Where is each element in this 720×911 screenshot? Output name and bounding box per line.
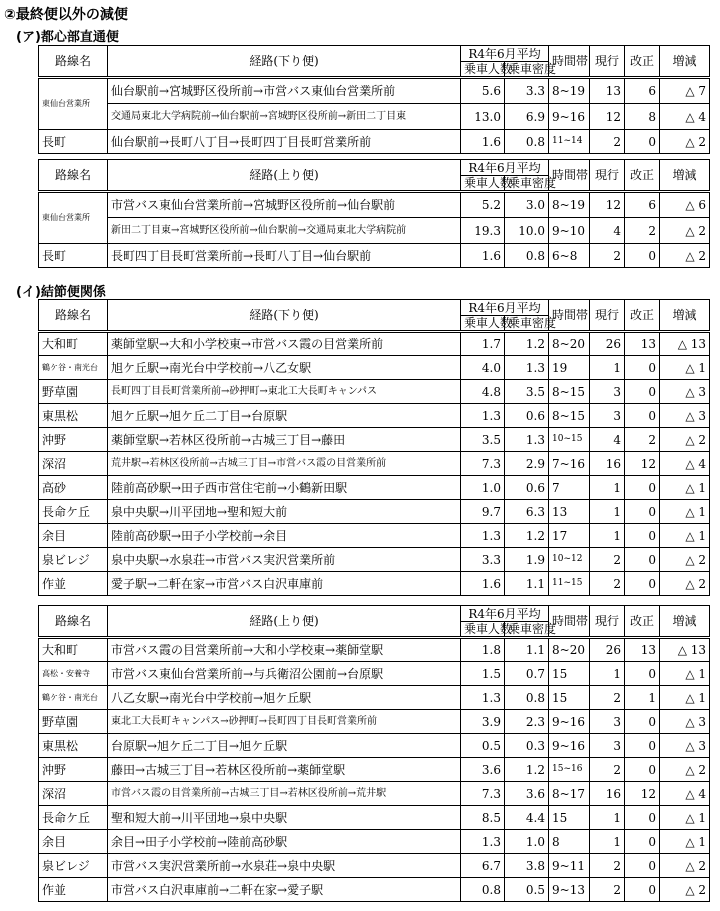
header-revised: 改正 <box>625 300 660 332</box>
cell-line-name: 深沼 <box>39 782 108 806</box>
cell-time: 17 <box>549 524 590 548</box>
cell-line-name: 鶴ケ谷・南光台 <box>39 356 108 380</box>
cell-riders: 1.3 <box>461 524 505 548</box>
cell-time: 7~16 <box>549 452 590 476</box>
cell-riders: 7.3 <box>461 452 505 476</box>
cell-riders: 8.5 <box>461 806 505 830</box>
table-row <box>39 734 710 758</box>
cell-current: 2 <box>590 548 625 572</box>
cell-change: △ 1 <box>660 500 710 524</box>
table-direct-down <box>38 45 710 154</box>
cell-revised: 0 <box>625 758 660 782</box>
cell-line-name: 大和町 <box>39 332 108 356</box>
cell-route: 泉中央駅→水泉荘→市営バス実沢営業所前 <box>108 548 461 572</box>
cell-revised: 0 <box>625 380 660 404</box>
cell-density: 4.4 <box>505 806 549 830</box>
table-row <box>39 638 710 662</box>
cell-density: 0.8 <box>505 686 549 710</box>
cell-revised: 0 <box>625 244 660 268</box>
cell-riders: 1.5 <box>461 662 505 686</box>
cell-line-name: 泉ビレジ <box>39 854 108 878</box>
cell-revised: 6 <box>625 78 660 104</box>
cell-change: △ 2 <box>660 854 710 878</box>
cell-current: 2 <box>590 878 625 902</box>
table-row <box>39 104 710 130</box>
table-connection-up <box>38 605 710 902</box>
cell-current: 12 <box>590 104 625 130</box>
cell-route: 藤田→古城三丁目→若林区役所前→薬師堂駅 <box>108 758 461 782</box>
cell-revised: 0 <box>625 572 660 596</box>
cell-time: 8~15 <box>549 380 590 404</box>
cell-route: 仙台駅前→宮城野区役所前→市営バス東仙台営業所前 <box>108 78 461 104</box>
cell-route: 荒井駅→若林区役所前→古城三丁目→市営バス霞の目営業所前 <box>108 452 461 476</box>
cell-riders: 1.3 <box>461 404 505 428</box>
cell-current: 4 <box>590 218 625 244</box>
cell-change: △ 1 <box>660 476 710 500</box>
cell-revised: 0 <box>625 734 660 758</box>
cell-change: △ 2 <box>660 130 710 154</box>
cell-route: 聖和短大前→川平団地→泉中央駅 <box>108 806 461 830</box>
cell-line-name: 東黒松 <box>39 734 108 758</box>
cell-route: 陸前高砂駅→田子小学校前→余目 <box>108 524 461 548</box>
cell-line-name: 作並 <box>39 878 108 902</box>
cell-line-name: 長命ケ丘 <box>39 500 108 524</box>
cell-time: 9~16 <box>549 734 590 758</box>
cell-current: 4 <box>590 428 625 452</box>
cell-density: 1.9 <box>505 548 549 572</box>
cell-route: 旭ケ丘駅→旭ケ丘二丁目→台原駅 <box>108 404 461 428</box>
table-row <box>39 782 710 806</box>
cell-current: 3 <box>590 404 625 428</box>
cell-line-name: 野草園 <box>39 380 108 404</box>
cell-change: △ 13 <box>660 638 710 662</box>
cell-time: 9~11 <box>549 854 590 878</box>
table-row <box>39 806 710 830</box>
cell-route: 旭ケ丘駅→南光台中学校前→八乙女駅 <box>108 356 461 380</box>
cell-revised: 0 <box>625 806 660 830</box>
cell-density: 2.9 <box>505 452 549 476</box>
header-current: 現行 <box>590 160 625 192</box>
table-row <box>39 404 710 428</box>
cell-revised: 1 <box>625 686 660 710</box>
cell-line-name: 長町 <box>39 130 108 154</box>
cell-riders: 1.3 <box>461 830 505 854</box>
cell-time: 8~17 <box>549 782 590 806</box>
header-time: 時間帯 <box>549 606 590 638</box>
cell-line-name: 泉ビレジ <box>39 548 108 572</box>
cell-route: 仙台駅前→長町八丁目→長町四丁目長町営業所前 <box>108 130 461 154</box>
cell-route: 泉中央駅→川平団地→聖和短大前 <box>108 500 461 524</box>
cell-change: △ 2 <box>660 878 710 902</box>
header-density: 乗車密度 <box>505 622 549 638</box>
cell-riders: 3.5 <box>461 428 505 452</box>
table-row <box>39 662 710 686</box>
cell-line-name: 東黒松 <box>39 404 108 428</box>
cell-density: 6.3 <box>505 500 549 524</box>
cell-change: △ 1 <box>660 686 710 710</box>
cell-route: 陸前高砂駅→田子西市営住宅前→小鶴新田駅 <box>108 476 461 500</box>
cell-line-name: 高松・安養寺 <box>39 662 108 686</box>
cell-current: 12 <box>590 192 625 218</box>
cell-time: 15~16 <box>549 758 590 782</box>
header-avg: R4年6月平均 <box>461 606 549 622</box>
cell-time: 19 <box>549 356 590 380</box>
cell-current: 16 <box>590 782 625 806</box>
table-row <box>39 758 710 782</box>
cell-line-name: 作並 <box>39 572 108 596</box>
header-change: 増減 <box>660 46 710 78</box>
table-row <box>39 452 710 476</box>
header-line-name: 路線名 <box>39 160 108 192</box>
cell-current: 1 <box>590 662 625 686</box>
cell-change: △ 6 <box>660 192 710 218</box>
cell-density: 10.0 <box>505 218 549 244</box>
cell-change: △ 1 <box>660 806 710 830</box>
table-row <box>39 218 710 244</box>
cell-line-name: 深沼 <box>39 452 108 476</box>
cell-route: 新田二丁目東→宮城野区役所前→仙台駅前→交通局東北大学病院前 <box>108 218 461 244</box>
header-line-name: 路線名 <box>39 300 108 332</box>
cell-current: 26 <box>590 638 625 662</box>
cell-time: 9~10 <box>549 218 590 244</box>
cell-current: 3 <box>590 380 625 404</box>
header-avg: R4年6月平均 <box>461 160 549 176</box>
cell-line-name: 沖野 <box>39 758 108 782</box>
table-row <box>39 710 710 734</box>
cell-revised: 12 <box>625 782 660 806</box>
table-row <box>39 686 710 710</box>
cell-revised: 6 <box>625 192 660 218</box>
cell-current: 2 <box>590 130 625 154</box>
cell-change: △ 1 <box>660 524 710 548</box>
cell-route: 薬師堂駅→若林区役所前→古城三丁目→藤田 <box>108 428 461 452</box>
cell-change: △ 3 <box>660 734 710 758</box>
cell-route: 交通局東北大学病院前→仙台駅前→宮城野区役所前→新田二丁目東 <box>108 104 461 130</box>
table-row <box>39 524 710 548</box>
table-row <box>39 572 710 596</box>
cell-route: 東北工大長町キャンパス→砂押町→長町四丁目長町営業所前 <box>108 710 461 734</box>
table-row <box>39 428 710 452</box>
cell-density: 1.3 <box>505 428 549 452</box>
header-riders: 乗車人数 <box>461 62 505 78</box>
cell-revised: 13 <box>625 638 660 662</box>
cell-riders: 1.7 <box>461 332 505 356</box>
cell-route: 長町四丁目長町営業所前→長町八丁目→仙台駅前 <box>108 244 461 268</box>
cell-revised: 12 <box>625 452 660 476</box>
cell-revised: 0 <box>625 854 660 878</box>
cell-time: 11~14 <box>549 130 590 154</box>
table-row <box>39 78 710 104</box>
cell-density: 1.1 <box>505 638 549 662</box>
header-time: 時間帯 <box>549 300 590 332</box>
header-density: 乗車密度 <box>505 316 549 332</box>
cell-route: 市営バス白沢車庫前→二軒在家→愛子駅 <box>108 878 461 902</box>
header-density: 乗車密度 <box>505 62 549 78</box>
cell-route: 長町四丁目長町営業所前→砂押町→東北工大長町キャンパス <box>108 380 461 404</box>
cell-time: 10~12 <box>549 548 590 572</box>
cell-change: △ 3 <box>660 710 710 734</box>
cell-riders: 1.0 <box>461 476 505 500</box>
cell-density: 1.0 <box>505 830 549 854</box>
cell-change: △ 3 <box>660 404 710 428</box>
cell-riders: 3.9 <box>461 710 505 734</box>
cell-time: 11~15 <box>549 572 590 596</box>
cell-revised: 0 <box>625 404 660 428</box>
cell-current: 2 <box>590 572 625 596</box>
cell-line-name: 東仙台営業所 <box>39 78 108 130</box>
cell-line-name: 長命ケ丘 <box>39 806 108 830</box>
cell-change: △ 2 <box>660 548 710 572</box>
cell-current: 2 <box>590 244 625 268</box>
cell-change: △ 4 <box>660 782 710 806</box>
cell-line-name: 余目 <box>39 524 108 548</box>
header-current: 現行 <box>590 300 625 332</box>
cell-riders: 1.8 <box>461 638 505 662</box>
cell-riders: 3.6 <box>461 758 505 782</box>
cell-time: 8~20 <box>549 332 590 356</box>
cell-density: 3.8 <box>505 854 549 878</box>
cell-line-name: 野草園 <box>39 710 108 734</box>
cell-time: 8 <box>549 830 590 854</box>
cell-time: 8~15 <box>549 404 590 428</box>
header-avg: R4年6月平均 <box>461 46 549 62</box>
cell-time: 8~19 <box>549 192 590 218</box>
cell-riders: 5.2 <box>461 192 505 218</box>
cell-riders: 0.5 <box>461 734 505 758</box>
cell-density: 1.2 <box>505 524 549 548</box>
table-row <box>39 500 710 524</box>
cell-riders: 7.3 <box>461 782 505 806</box>
table-row <box>39 476 710 500</box>
table-row <box>39 878 710 902</box>
cell-line-name: 余目 <box>39 830 108 854</box>
cell-change: △ 2 <box>660 428 710 452</box>
header-riders: 乗車人数 <box>461 176 505 192</box>
cell-route: 市営バス霞の目営業所前→古城三丁目→若林区役所前→荒井駅 <box>108 782 461 806</box>
cell-density: 1.2 <box>505 758 549 782</box>
cell-change: △ 1 <box>660 356 710 380</box>
table-row <box>39 192 710 218</box>
cell-current: 2 <box>590 686 625 710</box>
cell-density: 0.3 <box>505 734 549 758</box>
header-route: 経路(上り便) <box>108 160 461 192</box>
section-title-direct: (ア)都心部直通便 <box>16 30 119 45</box>
cell-revised: 0 <box>625 130 660 154</box>
header-riders: 乗車人数 <box>461 622 505 638</box>
header-riders: 乗車人数 <box>461 316 505 332</box>
cell-change: △ 1 <box>660 830 710 854</box>
cell-route: 市営バス東仙台営業所前→宮城野区役所前→仙台駅前 <box>108 192 461 218</box>
cell-change: △ 1 <box>660 662 710 686</box>
cell-revised: 0 <box>625 548 660 572</box>
table-row <box>39 830 710 854</box>
cell-route: 余目→田子小学校前→陸前高砂駅 <box>108 830 461 854</box>
header-time: 時間帯 <box>549 160 590 192</box>
cell-riders: 6.7 <box>461 854 505 878</box>
table-row <box>39 854 710 878</box>
cell-line-name: 大和町 <box>39 638 108 662</box>
cell-current: 1 <box>590 524 625 548</box>
table-row <box>39 130 710 154</box>
cell-density: 2.3 <box>505 710 549 734</box>
cell-time: 7 <box>549 476 590 500</box>
cell-time: 15 <box>549 662 590 686</box>
cell-line-name: 鶴ケ谷・南光台 <box>39 686 108 710</box>
cell-change: △ 3 <box>660 380 710 404</box>
table-connection-down <box>38 299 710 596</box>
table-direct-up <box>38 159 710 268</box>
cell-riders: 9.7 <box>461 500 505 524</box>
cell-density: 1.3 <box>505 356 549 380</box>
cell-density: 0.8 <box>505 130 549 154</box>
cell-current: 13 <box>590 78 625 104</box>
cell-current: 1 <box>590 500 625 524</box>
cell-revised: 0 <box>625 830 660 854</box>
cell-time: 10~15 <box>549 428 590 452</box>
cell-route: 市営バス霞の目営業所前→大和小学校東→薬師堂駅 <box>108 638 461 662</box>
header-revised: 改正 <box>625 46 660 78</box>
cell-revised: 13 <box>625 332 660 356</box>
cell-route: 市営バス実沢営業所前→水泉荘→泉中央駅 <box>108 854 461 878</box>
cell-revised: 2 <box>625 428 660 452</box>
cell-current: 3 <box>590 734 625 758</box>
cell-riders: 1.6 <box>461 244 505 268</box>
cell-time: 9~16 <box>549 710 590 734</box>
cell-time: 8~19 <box>549 78 590 104</box>
cell-route: 市営バス東仙台営業所前→与兵衛沼公園前→台原駅 <box>108 662 461 686</box>
cell-density: 0.5 <box>505 878 549 902</box>
cell-riders: 1.6 <box>461 572 505 596</box>
cell-revised: 0 <box>625 356 660 380</box>
cell-revised: 0 <box>625 476 660 500</box>
cell-change: △ 2 <box>660 244 710 268</box>
cell-change: △ 7 <box>660 78 710 104</box>
cell-route: 台原駅→旭ケ丘二丁目→旭ケ丘駅 <box>108 734 461 758</box>
header-line-name: 路線名 <box>39 46 108 78</box>
header-route: 経路(下り便) <box>108 46 461 78</box>
cell-change: △ 4 <box>660 452 710 476</box>
cell-current: 1 <box>590 830 625 854</box>
cell-riders: 13.0 <box>461 104 505 130</box>
header-revised: 改正 <box>625 160 660 192</box>
cell-density: 6.9 <box>505 104 549 130</box>
cell-line-name: 長町 <box>39 244 108 268</box>
header-current: 現行 <box>590 46 625 78</box>
cell-density: 1.1 <box>505 572 549 596</box>
cell-line-name: 東仙台営業所 <box>39 192 108 244</box>
cell-time: 9~16 <box>549 104 590 130</box>
cell-change: △ 2 <box>660 572 710 596</box>
page-heading: ②最終便以外の減便 <box>4 7 128 23</box>
cell-change: △ 13 <box>660 332 710 356</box>
cell-time: 6~8 <box>549 244 590 268</box>
table-row <box>39 380 710 404</box>
cell-current: 1 <box>590 476 625 500</box>
cell-current: 26 <box>590 332 625 356</box>
table-row <box>39 548 710 572</box>
cell-riders: 5.6 <box>461 78 505 104</box>
header-revised: 改正 <box>625 606 660 638</box>
cell-revised: 0 <box>625 878 660 902</box>
cell-revised: 0 <box>625 662 660 686</box>
header-route: 経路(下り便) <box>108 300 461 332</box>
cell-change: △ 2 <box>660 758 710 782</box>
header-density: 乗車密度 <box>505 176 549 192</box>
cell-riders: 4.8 <box>461 380 505 404</box>
cell-time: 15 <box>549 686 590 710</box>
header-route: 経路(上り便) <box>108 606 461 638</box>
cell-density: 0.8 <box>505 244 549 268</box>
cell-density: 0.6 <box>505 476 549 500</box>
cell-route: 薬師堂駅→大和小学校東→市営バス霞の目営業所前 <box>108 332 461 356</box>
cell-density: 1.2 <box>505 332 549 356</box>
cell-riders: 4.0 <box>461 356 505 380</box>
cell-density: 3.5 <box>505 380 549 404</box>
cell-revised: 8 <box>625 104 660 130</box>
header-change: 増減 <box>660 606 710 638</box>
cell-current: 2 <box>590 758 625 782</box>
cell-change: △ 4 <box>660 104 710 130</box>
cell-line-name: 高砂 <box>39 476 108 500</box>
header-avg: R4年6月平均 <box>461 300 549 316</box>
cell-revised: 0 <box>625 524 660 548</box>
cell-riders: 1.3 <box>461 686 505 710</box>
cell-density: 0.7 <box>505 662 549 686</box>
cell-route: 八乙女駅→南光台中学校前→旭ケ丘駅 <box>108 686 461 710</box>
cell-revised: 2 <box>625 218 660 244</box>
cell-current: 3 <box>590 710 625 734</box>
cell-revised: 0 <box>625 710 660 734</box>
cell-density: 0.6 <box>505 404 549 428</box>
cell-time: 8~20 <box>549 638 590 662</box>
cell-density: 3.3 <box>505 78 549 104</box>
cell-current: 16 <box>590 452 625 476</box>
cell-riders: 3.3 <box>461 548 505 572</box>
table-row <box>39 356 710 380</box>
table-row <box>39 332 710 356</box>
cell-current: 1 <box>590 806 625 830</box>
cell-current: 1 <box>590 356 625 380</box>
cell-change: △ 2 <box>660 218 710 244</box>
table-row <box>39 244 710 268</box>
cell-route: 愛子駅→二軒在家→市営バス白沢車庫前 <box>108 572 461 596</box>
cell-line-name: 沖野 <box>39 428 108 452</box>
cell-density: 3.0 <box>505 192 549 218</box>
header-line-name: 路線名 <box>39 606 108 638</box>
cell-time: 9~13 <box>549 878 590 902</box>
header-change: 増減 <box>660 300 710 332</box>
cell-riders: 19.3 <box>461 218 505 244</box>
cell-time: 15 <box>549 806 590 830</box>
cell-time: 13 <box>549 500 590 524</box>
header-time: 時間帯 <box>549 46 590 78</box>
cell-riders: 0.8 <box>461 878 505 902</box>
header-current: 現行 <box>590 606 625 638</box>
cell-riders: 1.6 <box>461 130 505 154</box>
cell-density: 3.6 <box>505 782 549 806</box>
section-title-connection: (イ)結節便関係 <box>16 285 106 300</box>
cell-current: 2 <box>590 854 625 878</box>
cell-revised: 0 <box>625 500 660 524</box>
header-change: 増減 <box>660 160 710 192</box>
